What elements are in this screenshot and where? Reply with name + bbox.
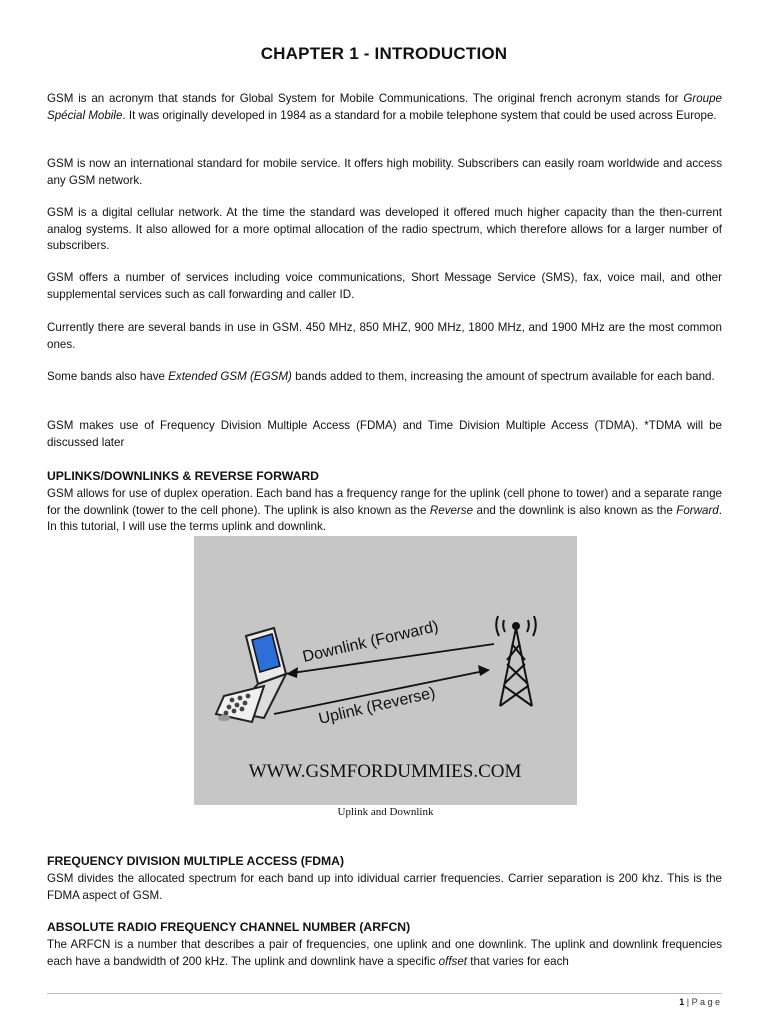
page-label: P a g e: [691, 997, 720, 1007]
italic-term: Groupe Spécial Mobile: [47, 92, 722, 122]
downlink-label: Downlink (Forward): [301, 618, 441, 666]
uplink-label: Uplink (Reverse): [317, 684, 437, 728]
cell-tower-icon: [496, 616, 536, 706]
paragraph-bands: Currently there are several bands in use in GSM. 450 MHz, 850 MHZ, 900 MHz, 1800 MHz, and 1900 MHz are the most common ones.: [47, 321, 722, 351]
paragraph-services: GSM offers a number of services including voice communications, Short Message Service (SMS), fax, voice mail, and other supplemental services such as call forwarding and caller ID.: [47, 271, 722, 301]
figure-illustration: [194, 536, 577, 805]
website-label: WWW.GSMFORDUMMIES.COM: [248, 761, 522, 782]
text-span: GSM is an acronym that stands for Global System for Mobile Communications. The original french acronym stands for: [47, 92, 684, 105]
text-span: GSM allows for use of duplex operation. Each band has a frequency range for the uplink (cell phone to tower) and a separate range for the downlink (tower to the cell phone). The uplink is also known as the: [47, 487, 722, 517]
heading-arfcn: ABSOLUTE RADIO FREQUENCY CHANNEL NUMBER (ARFCN): [47, 920, 411, 934]
text-span: and the downlink is also known as the: [473, 503, 677, 517]
cell-phone-icon: [216, 628, 286, 722]
page-number: 1: [679, 997, 685, 1007]
footer-separator: |: [684, 997, 692, 1007]
heading-fdma: FREQUENCY DIVISION MULTIPLE ACCESS (FDMA): [47, 854, 345, 868]
paragraph-fdma-tdma: GSM makes use of Frequency Division Multiple Access (FDMA) and Time Division Multiple Access (TDMA). *TDMA will be discussed later: [47, 419, 722, 449]
text-span: . In this tutorial, I will use the terms uplink and downlink.: [47, 503, 722, 534]
paragraph-arfcn: [47, 937, 722, 970]
chapter-title: CHAPTER 1 - INTRODUCTION: [260, 44, 508, 63]
text-span: that varies for each: [467, 954, 569, 968]
paragraph-duplex: [47, 486, 722, 536]
paragraph-international-standard: GSM is now an international standard for mobile service. It offers high mobility. Subscribers can easily roam worldwide and access any GSM network.: [47, 157, 722, 187]
figure-caption: Uplink and Downlink: [337, 806, 434, 818]
text-span: The ARFCN is a number that describes a pair of frequencies, one uplink and one downlink. The uplink and downlink frequencies each have a bandwidth of 200 kHz. The uplink and downlink have a specific: [47, 938, 722, 968]
italic-term: Forward: [676, 503, 719, 517]
text-span: bands added to them, increasing the amount of spectrum available for each band.: [291, 370, 715, 383]
text-span: . It was originally developed in 1984 as a standard for a mobile telephone system that could be used across Europe.: [122, 108, 717, 122]
footer-divider: [47, 993, 722, 994]
text-span: Some bands also have: [47, 370, 169, 383]
paragraph-egsm: [47, 369, 722, 386]
uplink-downlink-figure: [194, 536, 577, 805]
paragraph-fdma: GSM divides the allocated spectrum for each band up into idividual carrier frequencies. Carrier separation is 200 khz. This is the FDMA aspect of GSM.: [47, 872, 722, 902]
heading-uplinks-downlinks: UPLINKS/DOWNLINKS & REVERSE FORWARD: [47, 469, 319, 483]
paragraph-gsm-acronym: [47, 91, 722, 124]
page-footer: [679, 997, 720, 1007]
paragraph-digital-cellular: GSM is a digital cellular network. At the time the standard was developed it offered much higher capacity than the then-current analog systems. It also allowed for a more optimal allocation of the radio spectrum, which therefore allows for a larger number of subscribers.: [47, 206, 722, 253]
italic-term: Reverse: [429, 503, 474, 517]
italic-term: offset: [438, 954, 468, 968]
italic-term: Extended GSM (EGSM): [168, 370, 292, 383]
